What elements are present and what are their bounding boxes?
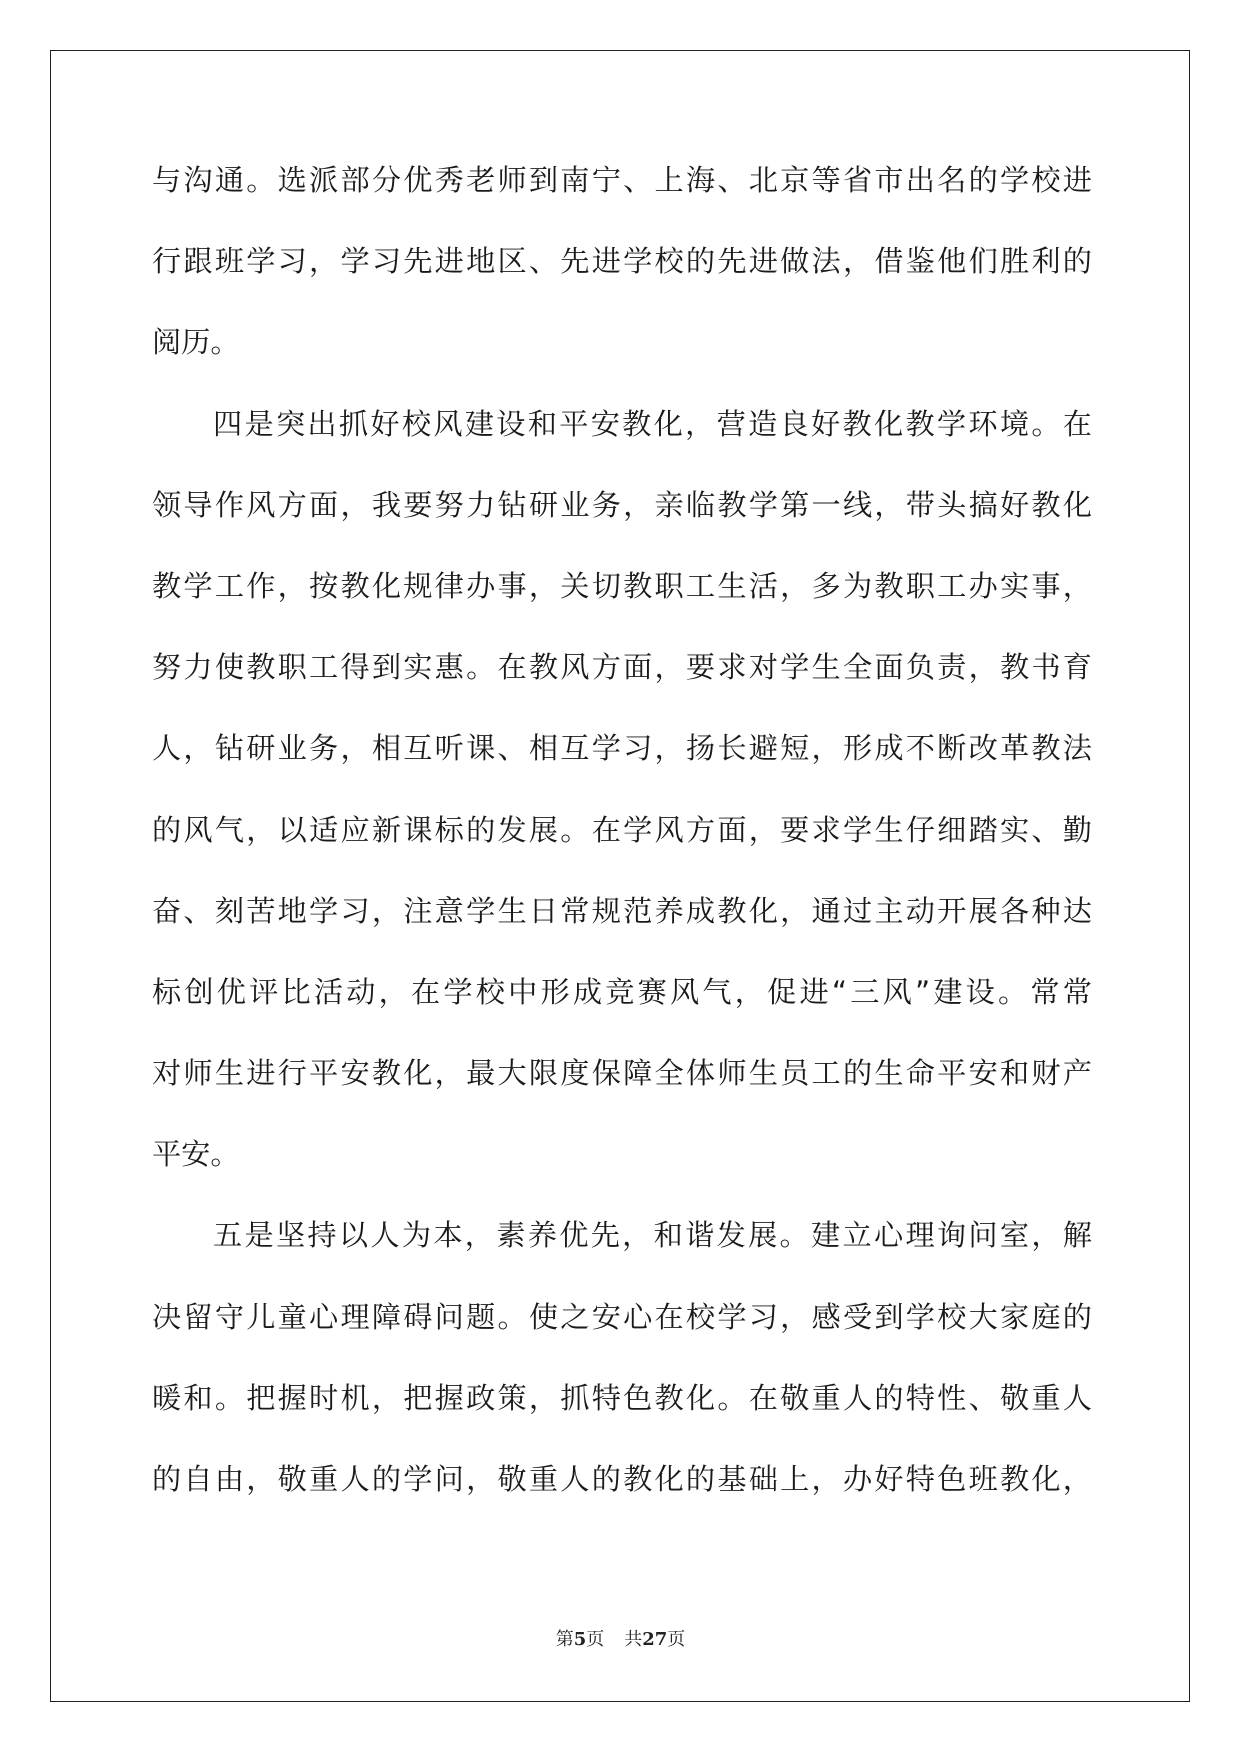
- text-line: 努力使教职工得到实惠。在教风方面，要求对学生全面负责，教书育: [152, 650, 1092, 685]
- total-pages-number: 27: [642, 1629, 668, 1650]
- text-line: 奋、刻苦地学习，注意学生日常规范养成教化，通过主动开展各种达: [152, 893, 1092, 928]
- total-prefix: 共: [624, 1629, 643, 1650]
- paragraph-2: [152, 404, 1092, 1216]
- current-page-number: 5: [573, 1629, 587, 1650]
- text-line: 与沟通。选派部分优秀老师到南宁、上海、北京等省市出名的学校进: [152, 163, 1092, 197]
- page-suffix: 页: [586, 1629, 605, 1650]
- text-line: 四是突出抓好校风建设和平安教化，营造良好教化教学环境。在: [213, 406, 1092, 441]
- paragraph-1: [152, 160, 1092, 404]
- text-line: 对师生进行平安教化，最大限度保障全体师生员工的生命平安和财产: [152, 1056, 1092, 1091]
- page-prefix: 第: [555, 1629, 574, 1650]
- text-line: 领导作风方面，我要努力钻研业务，亲临教学第一线，带头搞好教化: [152, 487, 1092, 522]
- text-line: 标创优评比活动，在学校中形成竞赛风气，促进“三风”建设。常常: [152, 974, 1092, 1009]
- paragraph-3: [152, 1215, 1092, 1540]
- page-footer: [0, 1625, 1241, 1651]
- text-line: 人，钻研业务，相互听课、相互学习，扬长避短，形成不断改革教法: [152, 731, 1092, 766]
- text-line: 的风气，以适应新课标的发展。在学风方面，要求学生仔细踏实、勤: [152, 812, 1092, 847]
- text-line: 行跟班学习，学习先进地区、先进学校的先进做法，借鉴他们胜利的: [152, 244, 1092, 279]
- text-line: 决留守儿童心理障碍问题。使之安心在校学习，感受到学校大家庭的: [152, 1299, 1092, 1334]
- text-line: 阅历。: [152, 325, 240, 360]
- text-line: 教学工作，按教化规律办事，关切教职工生活，多为教职工办实事，: [152, 568, 1092, 603]
- text-line: 的自由，敬重人的学问，敬重人的教化的基础上，办好特色班教化，: [152, 1462, 1092, 1496]
- body-text: [152, 160, 1092, 1540]
- text-line: 暖和。把握时机，把握政策，抓特色教化。在敬重人的特性、敬重人: [152, 1380, 1092, 1415]
- text-line: 五是坚持以人为本，素养优先，和谐发展。建立心理询问室，解: [213, 1218, 1092, 1253]
- text-line: 平安。: [152, 1137, 240, 1172]
- total-suffix: 页: [667, 1629, 686, 1650]
